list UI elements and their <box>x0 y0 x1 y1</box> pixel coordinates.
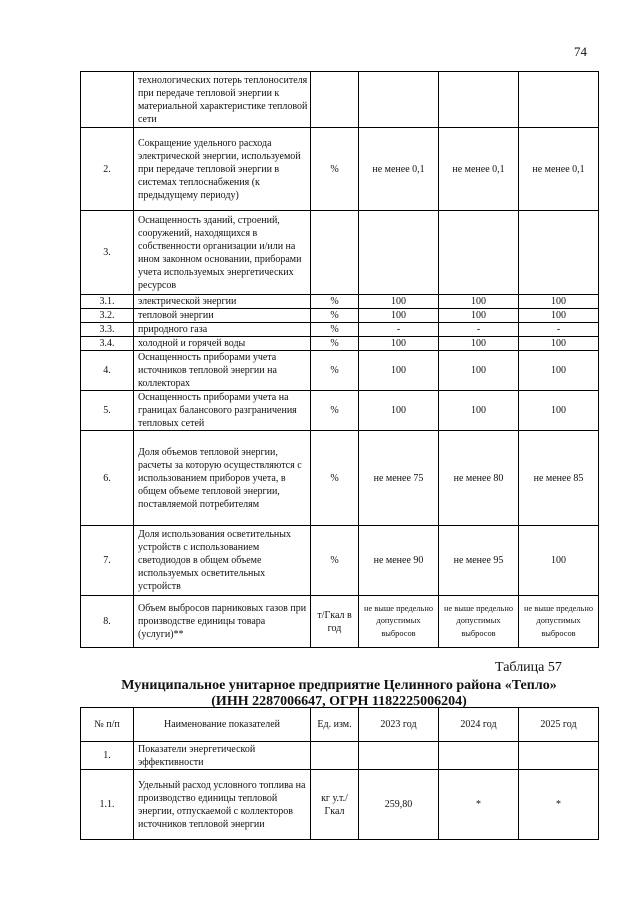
row-number: 3.4. <box>81 337 134 351</box>
table-row <box>81 337 599 351</box>
value-2023: не менее 90 <box>359 526 439 596</box>
value-2025: не выше предельно допустимых выбросов <box>519 596 599 648</box>
organization-name: Муниципальное унитарное предприятие Целинного района «Тепло» <box>121 678 557 693</box>
unit-cell: кг у.т./ Гкал <box>311 770 359 840</box>
value-2023 <box>359 211 439 295</box>
value-2024: не менее 80 <box>439 431 519 526</box>
header-name: Наименование показателей <box>134 708 311 742</box>
header-unit: Ед. изм. <box>311 708 359 742</box>
value-2023 <box>359 72 439 128</box>
value-2025 <box>519 72 599 128</box>
value-2024: 100 <box>439 337 519 351</box>
row-number: 3.2. <box>81 309 134 323</box>
value-2025: 100 <box>519 309 599 323</box>
indicator-name: Объем выбросов парниковых газов при производстве единицы товара (услуги)** <box>134 596 311 648</box>
value-2023: 100 <box>359 351 439 391</box>
table-row <box>81 770 599 840</box>
value-2024: - <box>439 323 519 337</box>
value-2025: не менее 85 <box>519 431 599 526</box>
value-2025 <box>519 211 599 295</box>
value-2023: не менее 75 <box>359 431 439 526</box>
unit-cell: % <box>311 337 359 351</box>
table-row <box>81 128 599 211</box>
organization-ids: (ИНН 2287006647, ОГРН 1182225006204) <box>211 694 467 709</box>
value-2025: 100 <box>519 391 599 431</box>
value-2023 <box>359 742 439 770</box>
value-2024: не менее 0,1 <box>439 128 519 211</box>
value-2023: не выше предельно допустимых выбросов <box>359 596 439 648</box>
row-number: 3. <box>81 211 134 295</box>
row-number: 1.1. <box>81 770 134 840</box>
value-2024: * <box>439 770 519 840</box>
value-2024 <box>439 211 519 295</box>
unit-cell: % <box>311 309 359 323</box>
value-2025: - <box>519 323 599 337</box>
indicator-name: природного газа <box>134 323 311 337</box>
row-number: 7. <box>81 526 134 596</box>
unit-cell <box>311 742 359 770</box>
indicator-name: Удельный расход условного топлива на производство единицы тепловой энергии, отпускаемой с коллекторов источников тепловой энергии <box>134 770 311 840</box>
indicator-name: Показатели энергетической эффективности <box>134 742 311 770</box>
table-row <box>81 309 599 323</box>
unit-cell: % <box>311 295 359 309</box>
table-row <box>81 323 599 337</box>
unit-cell: % <box>311 431 359 526</box>
indicator-name: холодной и горячей воды <box>134 337 311 351</box>
unit-cell: т/Гкал в год <box>311 596 359 648</box>
value-2025: не менее 0,1 <box>519 128 599 211</box>
indicator-name: тепловой энергии <box>134 309 311 323</box>
page-number: 74 <box>574 44 587 59</box>
indicator-name: электрической энергии <box>134 295 311 309</box>
value-2025: 100 <box>519 351 599 391</box>
value-2024: 100 <box>439 391 519 431</box>
unit-cell: % <box>311 128 359 211</box>
row-number: 3.1. <box>81 295 134 309</box>
indicator-name: технологических потерь теплоносителя при передаче тепловой энергии к материальной характеристике тепловой сети <box>134 72 311 128</box>
indicators-table-57 <box>80 707 599 840</box>
table-row <box>81 351 599 391</box>
header-num: № п/п <box>81 708 134 742</box>
table-row <box>81 526 599 596</box>
organization-title <box>80 678 598 710</box>
row-number: 1. <box>81 742 134 770</box>
indicator-name: Оснащенность приборами учета источников тепловой энергии на коллекторах <box>134 351 311 391</box>
value-2024: 100 <box>439 309 519 323</box>
header-2023: 2023 год <box>359 708 439 742</box>
value-2023: - <box>359 323 439 337</box>
unit-cell: % <box>311 351 359 391</box>
indicator-name: Доля объемов тепловой энергии, расчеты за которую осуществляются с использованием приборов учета, в общем объеме тепловой энергии, поставляемой потребителям <box>134 431 311 526</box>
indicator-name: Доля использования осветительных устройств с использованием светодиодов в общем объеме используемых осветительных устройств <box>134 526 311 596</box>
indicator-name: Оснащенность приборами учета на границах балансового разграничения тепловых сетей <box>134 391 311 431</box>
row-number: 4. <box>81 351 134 391</box>
table-row <box>81 431 599 526</box>
value-2024: 100 <box>439 295 519 309</box>
value-2024 <box>439 742 519 770</box>
value-2025: 100 <box>519 295 599 309</box>
value-2023: 259,80 <box>359 770 439 840</box>
value-2024 <box>439 72 519 128</box>
value-2023: 100 <box>359 309 439 323</box>
value-2023: 100 <box>359 391 439 431</box>
header-2025: 2025 год <box>519 708 599 742</box>
unit-cell: % <box>311 391 359 431</box>
indicator-name: Оснащенность зданий, строений, сооружений, находящихся в собственности организации и/или на ином законном основании, приборами учета используемых энергетических ресурсов <box>134 211 311 295</box>
row-number: 8. <box>81 596 134 648</box>
indicators-table-continued <box>80 71 599 648</box>
row-number <box>81 72 134 128</box>
value-2025: * <box>519 770 599 840</box>
value-2025: 100 <box>519 337 599 351</box>
table-row <box>81 72 599 128</box>
table-row <box>81 295 599 309</box>
header-2024: 2024 год <box>439 708 519 742</box>
row-number: 3.3. <box>81 323 134 337</box>
row-number: 5. <box>81 391 134 431</box>
value-2025 <box>519 742 599 770</box>
value-2023: не менее 0,1 <box>359 128 439 211</box>
indicator-name: Сокращение удельного расхода электрической энергии, используемой при передаче тепловой энергии в системах теплоснабжения (к предыдущему периоду) <box>134 128 311 211</box>
header-row <box>81 708 599 742</box>
row-number: 2. <box>81 128 134 211</box>
table-row <box>81 211 599 295</box>
unit-cell: % <box>311 526 359 596</box>
value-2024: не менее 95 <box>439 526 519 596</box>
value-2025: 100 <box>519 526 599 596</box>
value-2024: не выше предельно допустимых выбросов <box>439 596 519 648</box>
unit-cell: % <box>311 323 359 337</box>
value-2023: 100 <box>359 295 439 309</box>
table-caption: Таблица 57 <box>495 660 562 675</box>
unit-cell <box>311 72 359 128</box>
table-row <box>81 391 599 431</box>
value-2023: 100 <box>359 337 439 351</box>
unit-cell <box>311 211 359 295</box>
row-number: 6. <box>81 431 134 526</box>
table-row <box>81 596 599 648</box>
table-row <box>81 742 599 770</box>
value-2024: 100 <box>439 351 519 391</box>
